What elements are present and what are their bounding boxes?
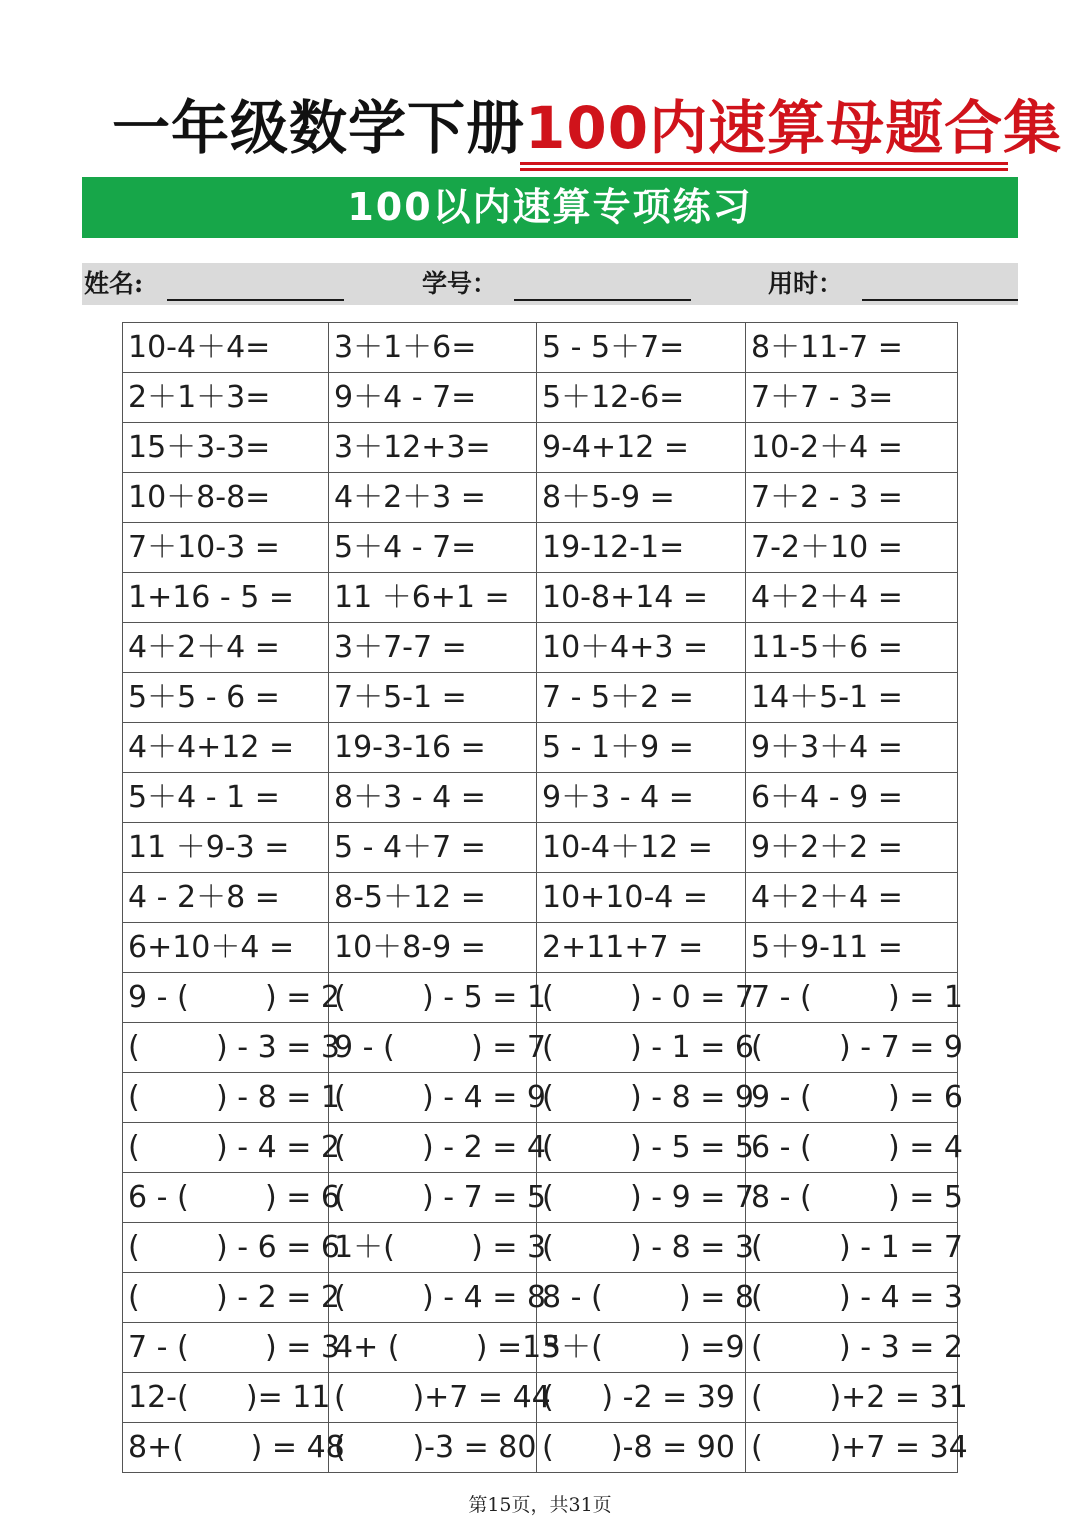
problem-cell: 10-2＋4 = [746,423,958,473]
problem-cell: 10-4＋4= [123,323,329,373]
problem-cell: ( ) - 0 = 7 [537,973,746,1023]
problem-cell: 4＋4+12 = [123,723,329,773]
title-double-underline [520,162,1008,172]
table-row [123,373,958,423]
time-label: 用时： [768,269,844,298]
table-row [123,1373,958,1423]
student-info-bar [82,263,1018,305]
table-row [123,923,958,973]
problem-cell: ( ) - 4 = 2 [123,1123,329,1173]
problem-cell: ( )-8 = 90 [537,1423,746,1473]
problem-cell: ( ) - 1 = 7 [746,1223,958,1273]
problem-cell: 9 - ( ) = 7 [329,1023,537,1073]
problem-cell: 10＋4+3 = [537,623,746,673]
problem-cell: ( ) - 7 = 5 [329,1173,537,1223]
problem-cell: 9＋3 - 4 = [537,773,746,823]
table-row [123,323,958,373]
problem-cell: 2+11+7 = [537,923,746,973]
problem-cell: ( )+7 = 44 [329,1373,537,1423]
problem-cell: 3＋7-7 = [329,623,537,673]
problem-cell: 4 - 2＋8 = [123,873,329,923]
table-row [123,1073,958,1123]
problem-cell: 5＋12-6= [537,373,746,423]
problem-cell: 5＋9-11 = [746,923,958,973]
problem-cell: 10＋8-8= [123,473,329,523]
problem-cell: 11 ＋6+1 = [329,573,537,623]
problem-cell: ( ) -2 = 39 [537,1373,746,1423]
problem-cell: 5＋5 - 6 = [123,673,329,723]
problem-cell: ( ) - 8 = 9 [537,1073,746,1123]
problem-cell: 15＋3-3= [123,423,329,473]
problem-cell: ( ) - 4 = 8 [329,1273,537,1323]
problem-cell: ( ) - 3 = 3 [123,1023,329,1073]
problem-cell: 7＋7 - 3= [746,373,958,423]
problem-cell: 8＋5-9 = [537,473,746,523]
problem-cell: 7＋5-1 = [329,673,537,723]
problem-cell: 9 - ( ) = 6 [746,1073,958,1123]
problem-cell: ( ) - 7 = 9 [746,1023,958,1073]
problem-cell: 10-4＋12 = [537,823,746,873]
problem-cell: 5 - 4＋7 = [329,823,537,873]
problem-cell: 9＋2＋2 = [746,823,958,873]
underline-bottom [520,168,1008,171]
problem-cell: 7 - ( ) = 1 [746,973,958,1023]
problem-cell: 10-8+14 = [537,573,746,623]
problem-cell: ( ) - 2 = 2 [123,1273,329,1323]
problem-cell: 4+ ( ) =13 [329,1323,537,1373]
id-blank-line[interactable] [514,299,691,301]
problem-cell: 8+( ) = 48 [123,1423,329,1473]
problem-cell: ( )+2 = 31 [746,1373,958,1423]
table-row [123,423,958,473]
problem-cell: 1＋( ) = 3 [329,1223,537,1273]
problem-cell: 11-5＋6 = [746,623,958,673]
page-title [112,92,1062,164]
problem-cell: 9＋4 - 7= [329,373,537,423]
problem-cell: 8 - ( ) = 8 [537,1273,746,1323]
problem-cell: 4＋2＋4 = [746,873,958,923]
table-row [123,673,958,723]
problem-cell: 8＋11-7 = [746,323,958,373]
problem-cell: ( ) - 3 = 2 [746,1323,958,1373]
problem-cell: ( )+7 = 34 [746,1423,958,1473]
table-row [123,1423,958,1473]
problem-cell: ( ) - 8 = 1 [123,1073,329,1123]
table-row [123,723,958,773]
problem-cell: 6 - ( ) = 4 [746,1123,958,1173]
problem-cell: 8＋3 - 4 = [329,773,537,823]
problem-cell: 5 - 5＋7= [537,323,746,373]
name-label: 姓名: [84,269,144,298]
problem-cell: ( ) - 1 = 6 [537,1023,746,1073]
section-banner: 100以内速算专项练习 [82,177,1018,238]
title-black-part: 一年级数学下册 [112,94,526,162]
table-row [123,873,958,923]
problem-cell: 3＋1＋6= [329,323,537,373]
underline-top [520,162,1008,165]
problem-cell: 8 - ( ) = 5 [746,1173,958,1223]
problem-cell: 5＋( ) =9 [537,1323,746,1373]
table-row [123,773,958,823]
problem-cell: 4＋2＋4 = [123,623,329,673]
problem-cell: ( ) - 8 = 3 [537,1223,746,1273]
name-blank-line[interactable] [167,299,344,301]
time-blank-line[interactable] [862,299,1018,301]
problem-cell: 6＋4 - 9 = [746,773,958,823]
problem-cell: 8-5＋12 = [329,873,537,923]
problem-cell: ( ) - 4 = 9 [329,1073,537,1123]
problem-cell: ( ) - 4 = 3 [746,1273,958,1323]
problem-cell: 4＋2＋4 = [746,573,958,623]
problem-cell: 9 - ( ) = 2 [123,973,329,1023]
problem-cell: ( ) - 2 = 4 [329,1123,537,1173]
problem-cell: 9＋3＋4 = [746,723,958,773]
problem-cell: ( ) - 6 = 6 [123,1223,329,1273]
problem-cell: 10＋8-9 = [329,923,537,973]
problem-cell: 19-12-1= [537,523,746,573]
problem-cell: 9-4+12 = [537,423,746,473]
page-number: 第15页，共31页 [468,1494,612,1516]
problem-cell: ( ) - 5 = 5 [537,1123,746,1173]
problem-cell: 6+10＋4 = [123,923,329,973]
title-red-part: 100内速算母题合集 [525,94,1063,162]
problem-cell: ( ) - 9 = 7 [537,1173,746,1223]
problem-grid [122,322,968,1473]
problem-grid-body [123,323,968,1473]
table-row [123,823,958,873]
table-row [123,1173,958,1223]
table-row [123,523,958,573]
problem-cell: 4＋2＋3 = [329,473,537,523]
problem-cell: 7-2＋10 = [746,523,958,573]
table-row [123,1123,958,1173]
problem-cell: 12-( )= 11 [123,1373,329,1423]
problem-cell: 5＋4 - 7= [329,523,537,573]
table-row [123,1223,958,1273]
problem-cell: 1+16 - 5 = [123,573,329,623]
problem-cell: 7＋10-3 = [123,523,329,573]
problem-cell: 7 - 5＋2 = [537,673,746,723]
problem-cell: 5＋4 - 1 = [123,773,329,823]
table-row [123,573,958,623]
table-row [123,1323,958,1373]
problem-cell: 6 - ( ) = 6 [123,1173,329,1223]
table-row [123,1273,958,1323]
table-row [123,973,958,1023]
problem-cell: 7＋2 - 3 = [746,473,958,523]
problem-cell: 11 ＋9-3 = [123,823,329,873]
problem-cell: 19-3-16 = [329,723,537,773]
table-row [123,1023,958,1073]
problem-cell: 3＋12+3= [329,423,537,473]
table-row [123,623,958,673]
problem-cell: 2＋1＋3= [123,373,329,423]
problem-cell: 14＋5-1 = [746,673,958,723]
id-label: 学号： [422,269,498,298]
problem-cell: 7 - ( ) = 3 [123,1323,329,1373]
table-row [123,473,958,523]
problem-cell: 10+10-4 = [537,873,746,923]
problem-cell: ( ) - 5 = 1 [329,973,537,1023]
problem-cell: 5 - 1＋9 = [537,723,746,773]
problem-cell: ( )-3 = 80 [329,1423,537,1473]
